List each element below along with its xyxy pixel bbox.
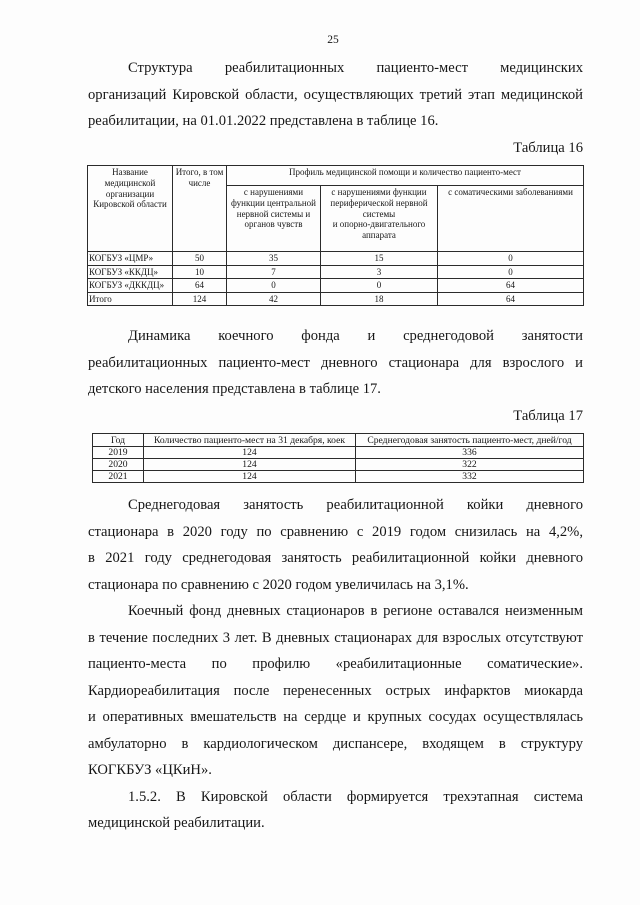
paragraph-bed-fund bbox=[88, 598, 583, 784]
table-16-caption: Таблица 16 bbox=[513, 139, 583, 156]
text-line: организаций Кировской области, осуществляющих третий этап медицинской bbox=[88, 86, 583, 103]
row-total-cell: 10 bbox=[173, 265, 227, 279]
text-line: пациенто-места по профилю «реабилитационные соматические». bbox=[88, 656, 583, 672]
row-total-cell: 64 bbox=[173, 279, 227, 293]
row-somatic-cell: 0 bbox=[438, 265, 584, 279]
table-row bbox=[93, 447, 584, 459]
paragraphs-occupancy-and-system bbox=[88, 492, 583, 837]
text-line: Структура реабилитационных пациенто-мест медицинских bbox=[128, 60, 583, 76]
header-profile: Профиль медицинской помощи и количество пациенто-мест bbox=[227, 166, 584, 186]
row-peripheral-cell: 0 bbox=[321, 279, 438, 293]
row-places-cell: 124 bbox=[144, 459, 356, 471]
row-total-cell: 50 bbox=[173, 252, 227, 266]
row-year-cell: 2021 bbox=[93, 471, 144, 483]
header-places: Количество пациенто-мест на 31 декабря, коек bbox=[144, 434, 356, 447]
table-row bbox=[88, 252, 584, 266]
paragraph-bed-dynamics bbox=[88, 323, 583, 429]
row-peripheral-cell: 3 bbox=[321, 265, 438, 279]
row-organization-cell: КОГБУЗ «ДККДЦ» bbox=[88, 279, 173, 293]
text-line: КОГКБУЗ «ЦКиН». bbox=[88, 762, 212, 778]
header-peripheral-disorders: с нарушениями функции периферической нервной системы и опорно-двигательного аппарата bbox=[321, 186, 438, 252]
table-row bbox=[93, 471, 584, 483]
table-17-caption: Таблица 17 bbox=[513, 407, 583, 424]
table-row bbox=[93, 459, 584, 471]
text-line: в 2021 году среднегодовая занятость реабилитационной койки дневного bbox=[88, 550, 583, 566]
text-line: амбулаторно в кардиологическом диспансере, входящем в структуру bbox=[88, 735, 583, 752]
paragraph-occupancy-change bbox=[88, 492, 583, 598]
header-total: Итого, в том числе bbox=[173, 166, 227, 252]
text-line: стационара в 2020 году по сравнению с 2019 годом снизилась на 4,2%, bbox=[88, 523, 583, 540]
row-peripheral-cell: 15 bbox=[321, 252, 438, 266]
text-line: Динамика коечного фонда и среднегодовой занятости bbox=[128, 328, 583, 344]
row-peripheral-cell: 18 bbox=[321, 292, 438, 306]
text-line: 1.5.2. В Кировской области формируется трехэтапная система bbox=[128, 788, 583, 805]
text-line: медицинской реабилитации. bbox=[88, 815, 265, 831]
paragraph-rehab-structure bbox=[88, 55, 583, 161]
header-year: Год bbox=[93, 434, 144, 447]
text-line: реабилитационных пациенто-мест дневного стационара для взрослого и bbox=[88, 354, 583, 371]
table-16 bbox=[87, 165, 584, 306]
header-occupancy: Среднегодовая занятость пациенто-мест, дней/год bbox=[356, 434, 584, 447]
table-header-row bbox=[88, 166, 584, 186]
table-row bbox=[88, 265, 584, 279]
row-places-cell: 124 bbox=[144, 447, 356, 459]
row-year-cell: 2019 bbox=[93, 447, 144, 459]
row-organization-cell: КОГБУЗ «ЦМР» bbox=[88, 252, 173, 266]
text-line: в течение последних 3 лет. В дневных стационарах для взрослых отсутствуют bbox=[88, 629, 583, 646]
text-line: реабилитации, на 01.01.2022 представлена в таблице 16. bbox=[88, 113, 439, 129]
table-row bbox=[88, 279, 584, 293]
table-17 bbox=[92, 433, 584, 483]
table-total-row bbox=[88, 292, 584, 306]
row-occupancy-cell: 322 bbox=[356, 459, 584, 471]
row-organization-cell: Итого bbox=[88, 292, 173, 306]
page-number: 25 bbox=[327, 34, 339, 46]
row-occupancy-cell: 336 bbox=[356, 447, 584, 459]
text-line: стационара по сравнению с 2020 годом увеличилась на 3,1%. bbox=[88, 576, 469, 593]
text-line: Среднегодовая занятость реабилитационной койки дневного bbox=[128, 497, 583, 513]
paragraph-section-1-5-2 bbox=[88, 784, 583, 837]
header-somatic-diseases: с соматическими заболеваниями bbox=[438, 186, 584, 252]
row-cns-cell: 0 bbox=[227, 279, 321, 293]
row-places-cell: 124 bbox=[144, 471, 356, 483]
row-cns-cell: 7 bbox=[227, 265, 321, 279]
row-somatic-cell: 64 bbox=[438, 279, 584, 293]
row-total-cell: 124 bbox=[173, 292, 227, 306]
row-organization-cell: КОГБУЗ «ККДЦ» bbox=[88, 265, 173, 279]
text-line: и оперативных вмешательств на сердце и крупных сосудах осуществлялась bbox=[88, 709, 583, 725]
row-somatic-cell: 64 bbox=[438, 292, 584, 306]
header-organization-name: Название медицинской организации Кировской области bbox=[88, 166, 173, 252]
text-line: детского населения представлена в таблице 17. bbox=[88, 381, 381, 397]
row-somatic-cell: 0 bbox=[438, 252, 584, 266]
text-line: Коечный фонд дневных стационаров в регионе оставался неизменным bbox=[128, 603, 583, 619]
row-year-cell: 2020 bbox=[93, 459, 144, 471]
row-cns-cell: 35 bbox=[227, 252, 321, 266]
table-header-row bbox=[93, 434, 584, 447]
row-cns-cell: 42 bbox=[227, 292, 321, 306]
header-cns-disorders: с нарушениями функции центральной нервной системы и органов чувств bbox=[227, 186, 321, 252]
text-line: Кардиореабилитация после перенесенных острых инфарктов миокарда bbox=[88, 682, 583, 699]
row-occupancy-cell: 332 bbox=[356, 471, 584, 483]
